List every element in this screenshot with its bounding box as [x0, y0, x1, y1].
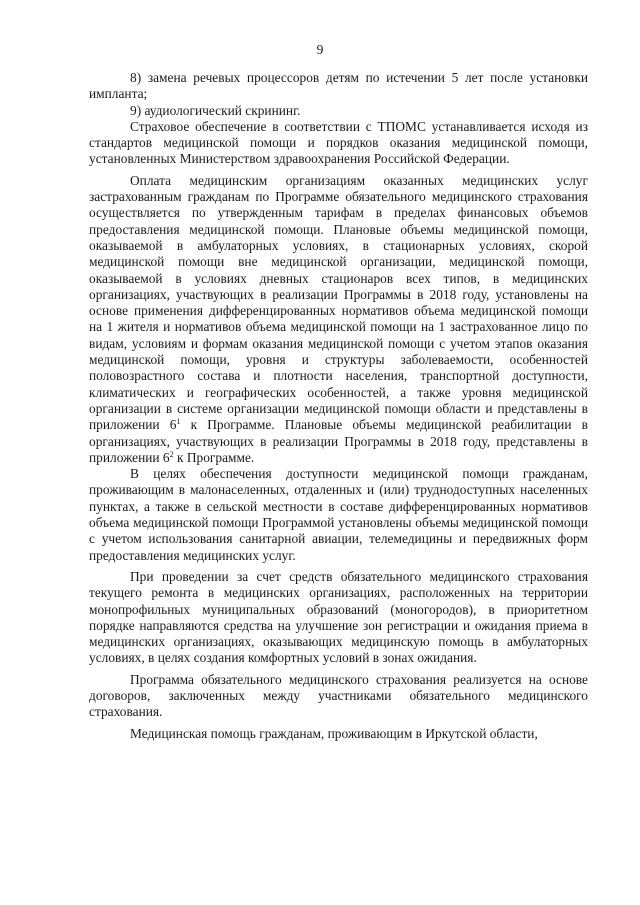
list-item-8: 8) замена речевых процессоров детям по истечении 5 лет после установки импланта; [89, 70, 588, 102]
appendix-sup-2: 2 [169, 449, 174, 459]
paragraph-irkutsk: Медицинская помощь гражданам, проживающим в Иркутской области, [130, 725, 538, 741]
list-item-9: 9) аудиологический скрининг. [130, 102, 301, 118]
paragraph-contracts: Программа обязательного медицинского страхования реализуется на основе договоров, заключенных между участниками обязательного медицинского страхования. [89, 671, 588, 720]
paragraph-payment [89, 173, 588, 466]
paragraph-payment-tail: к Программе. Плановые объемы медицинской реабилитации в организациях, участвующих в реализации Программы в 2018 году, представлены в приложении 6 [89, 417, 588, 465]
document-body [89, 70, 588, 742]
paragraph-repair: При проведении за счет средств обязательного медицинского страхования текущего ремонта в медицинских организациях, расположенных на территории монопрофильных муниципальных образований (моногородов), в приоритетном порядке направляются средства на улучшение зон регистрации и ожидания приема в медицинских организациях, оказывающих медицинскую помощь в амбулаторных условиях, в целях создания комфортных условий в зонах ожидания. [89, 568, 588, 666]
page-number: 9 [316, 42, 324, 57]
appendix-sup-1: 1 [176, 417, 181, 427]
paragraph-payment-text: Оплата медицинским организациям оказанных медицинских услуг застрахованным гражданам по Программе обязательного медицинского страхования осуществляется по утвержденным тарифам в пределах финансовых объемов предоставления медицинской помощи. Плановые объемы медицинской помощи, оказываемой в амбулаторных условиях, в стационарных условиях, скорой медицинской помощи вне медицинской организации, медицинской помощи, оказываемой в условиях дневных стационаров всех типов, в медицинских организациях, участвующих в реализации Программы в 2018 году, установлены на основе применения дифференцированных нормативов объема медицинской помощи на 1 жителя и нормативов объема медицинской помощи на 1 застрахованное лицо по видам, условиям и формам оказания медицинской помощи с учетом этапов оказания медицинской помощи, уровня и структуры заболеваемости, особенностей половозрастного состава и плотности населения, транспортной доступности, климатических и географических особенностей, а также уровня медицинской организации в системе организации медицинской помощи области и представлены в приложении [89, 172, 588, 433]
paragraph-insurance-coverage: Страховое обеспечение в соответствии с ТПОМС устанавливается исходя из стандартов медицинской помощи и порядков оказания медицинской помощи, установленных Министерством здравоохранения Российской Федерации. [89, 118, 588, 167]
appendix-ref-1: 6 [169, 417, 177, 433]
paragraph-payment-end: к Программе. [173, 449, 255, 465]
paragraph-accessibility: В целях обеспечения доступности медицинской помощи гражданам, проживающим в малонаселенных, отдаленных и (или) труднодоступных населенных пунктах, а также в сельской местности в составе дифференцированных нормативов объема медицинской помощи Программой установлены объемы медицинской помощи с учетом использования санитарной авиации, телемедицины и передвижных форм предоставления медицинских услуг. [89, 466, 588, 563]
